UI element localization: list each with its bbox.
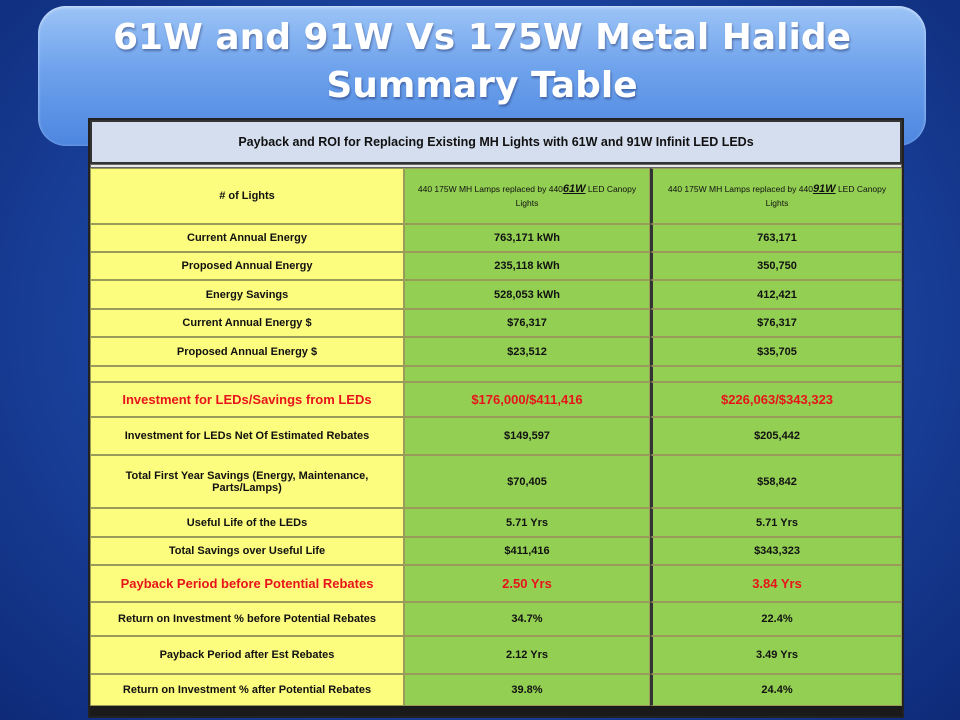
table-caption: Payback and ROI for Replacing Existing MH Lights with 61W and 91W Infinit LED LEDs [90,120,902,164]
table-row [90,636,902,674]
table-row [90,252,902,280]
row-value-61w: 528,053 kWh [404,280,650,309]
row-label: Proposed Annual Energy $ [90,337,404,366]
row-value-91w: $205,442 [650,417,902,455]
summary-table [88,118,904,718]
row-value-91w [650,366,902,382]
table-row [90,537,902,565]
row-label: Payback Period after Est Rebates [90,636,404,674]
row-label: Return on Investment % before Potential Rebates [90,602,404,636]
row-label: Total First Year Savings (Energy, Maintenance, Parts/Lamps) [90,455,404,508]
column-header-row [90,168,902,224]
header-col-91w-post: LED Canopy Lights [765,184,887,208]
table-row [90,309,902,337]
header-col-61w-emph: 61W [562,183,586,195]
row-value-91w: $58,842 [650,455,902,508]
row-value-61w: 5.71 Yrs [404,508,650,537]
table-caption-row [90,120,902,164]
row-value-61w: $23,512 [404,337,650,366]
row-label: Investment for LEDs/Savings from LEDs [90,382,404,417]
header-col-91w-pre: 440 175W MH Lamps replaced by 440 [667,184,813,194]
row-value-91w: 24.4% [650,674,902,706]
row-value-61w: 763,171 kWh [404,224,650,252]
row-value-91w: 412,421 [650,280,902,309]
row-value-91w: 3.84 Yrs [650,565,902,602]
summary-table-grid [90,120,902,706]
table-row [90,382,902,417]
slide-title: 61W and 91W Vs 175W Metal Halide Summary Table [112,17,852,106]
row-label: Energy Savings [90,280,404,309]
table-row [90,337,902,366]
row-value-61w: $176,000/$411,416 [404,382,650,417]
table-row [90,602,902,636]
row-value-61w: 2.12 Yrs [404,636,650,674]
row-label: Return on Investment % after Potential Rebates [90,674,404,706]
header-col-61w-post: LED Canopy Lights [515,184,637,208]
header-col-91w [650,168,902,224]
row-value-61w: $411,416 [404,537,650,565]
table-row [90,366,902,382]
row-label [90,366,404,382]
row-value-91w: $76,317 [650,309,902,337]
row-label: Current Annual Energy $ [90,309,404,337]
row-value-91w: $226,063/$343,323 [650,382,902,417]
table-row [90,508,902,537]
row-value-61w: $70,405 [404,455,650,508]
row-value-91w: $35,705 [650,337,902,366]
row-value-91w: 22.4% [650,602,902,636]
row-value-91w: $343,323 [650,537,902,565]
row-value-61w: 34.7% [404,602,650,636]
header-col-91w-emph: 91W [812,183,836,195]
row-value-61w [404,366,650,382]
row-label: Proposed Annual Energy [90,252,404,280]
table-row [90,417,902,455]
row-value-61w: $76,317 [404,309,650,337]
header-label: # of Lights [90,168,404,224]
row-label: Useful Life of the LEDs [90,508,404,537]
header-col-61w-pre: 440 175W MH Lamps replaced by 440 [417,184,563,194]
row-label: Payback Period before Potential Rebates [90,565,404,602]
row-value-61w: 2.50 Yrs [404,565,650,602]
row-label: Current Annual Energy [90,224,404,252]
header-col-61w [404,168,650,224]
row-value-61w: 39.8% [404,674,650,706]
row-label: Investment for LEDs Net Of Estimated Rebates [90,417,404,455]
row-value-61w: $149,597 [404,417,650,455]
row-value-91w: 350,750 [650,252,902,280]
row-value-91w: 3.49 Yrs [650,636,902,674]
row-value-91w: 763,171 [650,224,902,252]
table-row [90,674,902,706]
table-row [90,565,902,602]
row-value-91w: 5.71 Yrs [650,508,902,537]
table-row [90,280,902,309]
row-label: Total Savings over Useful Life [90,537,404,565]
row-value-61w: 235,118 kWh [404,252,650,280]
table-row [90,455,902,508]
table-row [90,224,902,252]
